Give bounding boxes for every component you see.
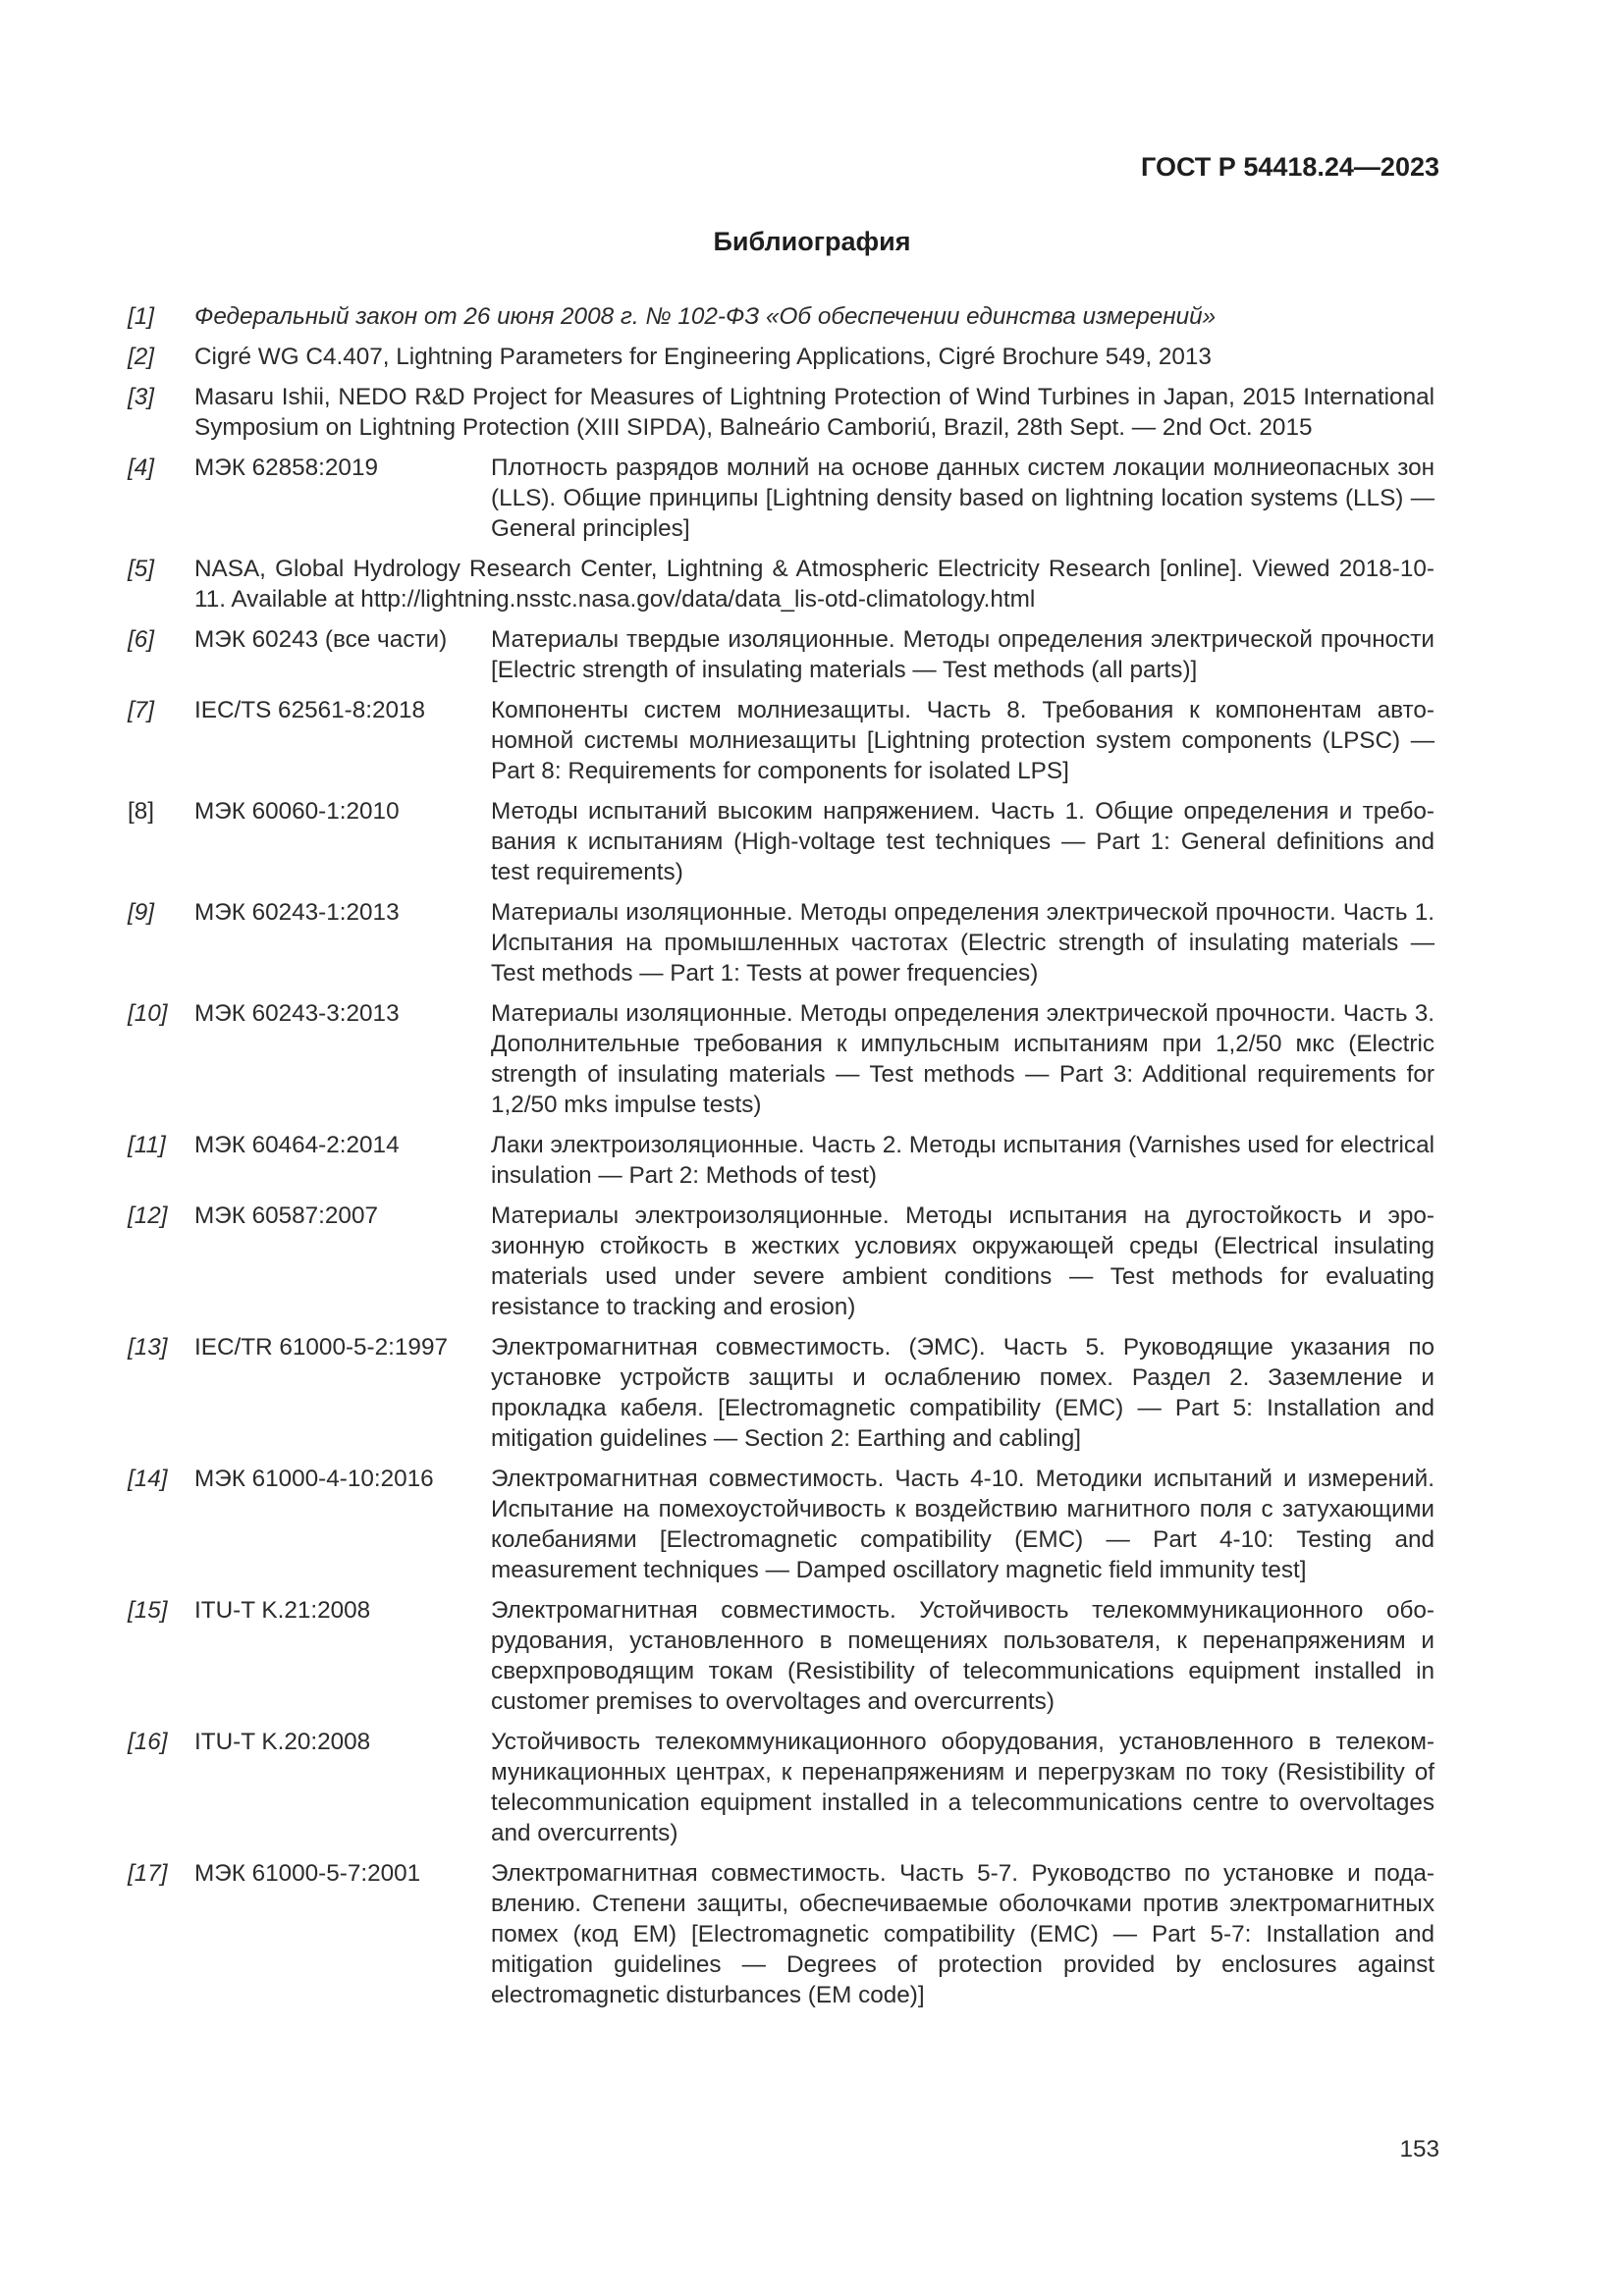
reference-description: Лаки электроизоляционные. Часть 2. Методы испытания (Varnishes used for electrical insulation — Part 2: Methods of test): [491, 1132, 1435, 1189]
reference-number: [10]: [128, 1000, 168, 1027]
reference-item: [128, 897, 1435, 988]
reference-code: IEC/TR 61000-5-2:1997: [194, 1334, 448, 1361]
reference-item: [128, 342, 1435, 372]
reference-text: Masaru Ishii, NEDO R&D Project for Measures of Lightning Protection of Wind Turbines in Japan, 2015 International Symposium on Lightning Protection (XIII SIPDA), Balneário Camboriú, Brazil, 28th Sept. — 2nd Oct. 2015: [194, 384, 1435, 441]
reference-item: [128, 695, 1435, 786]
reference-code: IEC/TS 62561-8:2018: [194, 697, 426, 723]
reference-description: Электромагнитная совместимость. Часть 5-7. Руководство по установке и подавлению. Степени защиты, обеспечиваемые оболочками против электромагнитных помех (код ЕМ) [Electromagnetic compatibility (EMC) — Part 5-7: Installation and mitigation guidelines — Degrees of protection provided by enclosures against electromagnetic disturbances (EM code)]: [491, 1860, 1435, 2008]
reference-code: МЭК 62858:2019: [194, 454, 378, 481]
reference-code: МЭК 61000-4-10:2016: [194, 1466, 434, 1492]
reference-number: [16]: [128, 1729, 168, 1755]
reference-item: [128, 382, 1435, 443]
reference-code: МЭК 60587:2007: [194, 1202, 378, 1229]
reference-item: [128, 301, 1435, 332]
reference-code: МЭК 61000-5-7:2001: [194, 1860, 421, 1887]
reference-item: [128, 1201, 1435, 1322]
reference-code: МЭК 60243 (все части): [194, 626, 448, 653]
reference-item: [128, 1858, 1435, 2010]
reference-number: [6]: [128, 626, 155, 653]
reference-item: [128, 554, 1435, 614]
reference-item: [128, 1130, 1435, 1191]
page-title: Библиография: [713, 227, 911, 256]
reference-item: [128, 1727, 1435, 1848]
reference-code: ITU-T K.21:2008: [194, 1597, 371, 1624]
reference-number: [14]: [128, 1466, 168, 1492]
reference-text: NASA, Global Hydrology Research Center, Lightning & Atmospheric Electricity Research [online]. Viewed 2018-10-11. Available at http://lightning.nsstc.nasa.gov/data/data_lis-otd-climatology.html: [194, 556, 1435, 613]
reference-number: [1]: [128, 303, 155, 330]
reference-number: [15]: [128, 1597, 168, 1624]
reference-description: Материалы изоляционные. Методы определения электрической прочности. Часть 3. Дополнительные требования к импульсным испытаниям при 1,2/50 мкс (Electric strength of insulating materials — Test methods — Part 3: Additional requirements for 1,2/50 mks impulse tests): [491, 1000, 1435, 1118]
reference-code: ITU-T K.20:2008: [194, 1729, 371, 1755]
reference-text: Cigré WG C4.407, Lightning Parameters for Engineering Applications, Cigré Brochure 549, 2013: [194, 344, 1212, 370]
reference-number: [8]: [128, 798, 155, 825]
reference-number: [17]: [128, 1860, 168, 1887]
reference-item: [128, 624, 1435, 685]
reference-description: Электромагнитная совместимость. Устойчивость телекоммуникационного оборудования, установленного в помещениях пользователя, к перенапряжениям и сверхпроводящим токам (Resistibility of telecommunications equipment installed in customer premises to overvoltages and overcurrents): [491, 1597, 1435, 1715]
page-number: 153: [1399, 2136, 1439, 2163]
reference-item: [128, 1595, 1435, 1717]
reference-number: [13]: [128, 1334, 168, 1361]
reference-item: [128, 453, 1435, 544]
reference-number: [11]: [128, 1132, 166, 1158]
reference-description: Устойчивость телекоммуникационного оборудования, установленного в телекоммуникационных центрах, к перенапряжениям и перегрузкам по току (Resistibility of telecommunication equipment installed in a telecommunications centre to overvoltages and overcurrents): [491, 1729, 1435, 1846]
reference-item: [128, 1332, 1435, 1454]
document-code: ГОСТ Р 54418.24—2023: [1141, 152, 1439, 182]
reference-description: Материалы электроизоляционные. Методы испытания на дугостойкость и эрозионную стойкость в жестких условиях окружающей среды (Electrical insulating materials used under severe ambient conditions — Test methods for evaluating resistance to tracking and erosion): [491, 1202, 1435, 1320]
reference-number: [3]: [128, 384, 155, 410]
reference-number: [4]: [128, 454, 155, 481]
reference-description: Плотность разрядов молний на основе данных систем локации молниеопасных зон (LLS). Общие принципы [Lightning density based on lightning location systems (LLS) — General principles]: [491, 454, 1435, 542]
reference-description: Методы испытаний высоким напряжением. Часть 1. Общие определения и требования к испытаниям (High-voltage test techniques — Part 1: General definitions and test requirements): [491, 798, 1435, 885]
reference-text: Федеральный закон от 26 июня 2008 г. № 102-ФЗ «Об обеспечении единства измерений»: [194, 303, 1217, 330]
reference-number: [5]: [128, 556, 155, 582]
reference-description: Компоненты систем молниезащиты. Часть 8. Требования к компонентам автономной системы молниезащиты [Lightning protection system components (LPSC) — Part 8: Requirements for components for isolated LPS]: [491, 697, 1435, 784]
reference-description: Электромагнитная совместимость. (ЭМС). Часть 5. Руководящие указания по установке устройств защиты и ослаблению помех. Раздел 2. Заземление и прокладка кабеля. [Electromagnetic compatibility (EMC) — Part 5: Installation and mitigation guidelines — Section 2: Earthing and cabling]: [491, 1334, 1435, 1452]
reference-number: [7]: [128, 697, 155, 723]
reference-description: Материалы твердые изоляционные. Методы определения электрической прочности [Electric strength of insulating materials — Test methods (all parts)]: [491, 626, 1435, 683]
reference-code: МЭК 60060-1:2010: [194, 798, 400, 825]
bibliography-list: [128, 301, 1435, 2020]
reference-description: Материалы изоляционные. Методы определения электрической прочности. Часть 1. Испытания на промышленных частотах (Electric strength of insulating materials — Test methods — Part 1: Tests at power frequencies): [491, 899, 1435, 987]
reference-item: [128, 796, 1435, 887]
reference-item: [128, 998, 1435, 1120]
reference-code: МЭК 60243-1:2013: [194, 899, 400, 926]
reference-code: МЭК 60243-3:2013: [194, 1000, 400, 1027]
reference-code: МЭК 60464-2:2014: [194, 1132, 400, 1158]
reference-number: [12]: [128, 1202, 168, 1229]
reference-item: [128, 1464, 1435, 1585]
reference-number: [2]: [128, 344, 155, 370]
reference-description: Электромагнитная совместимость. Часть 4-10. Методики испытаний и измерений. Испытание на помехоустойчивость к воздействию магнитного поля с затухающими колебаниями [Electromagnetic compatibility (EMC) — Part 4-10: Testing and measurement techniques — Damped oscillatory magnetic field immunity test]: [491, 1466, 1435, 1583]
reference-number: [9]: [128, 899, 155, 926]
